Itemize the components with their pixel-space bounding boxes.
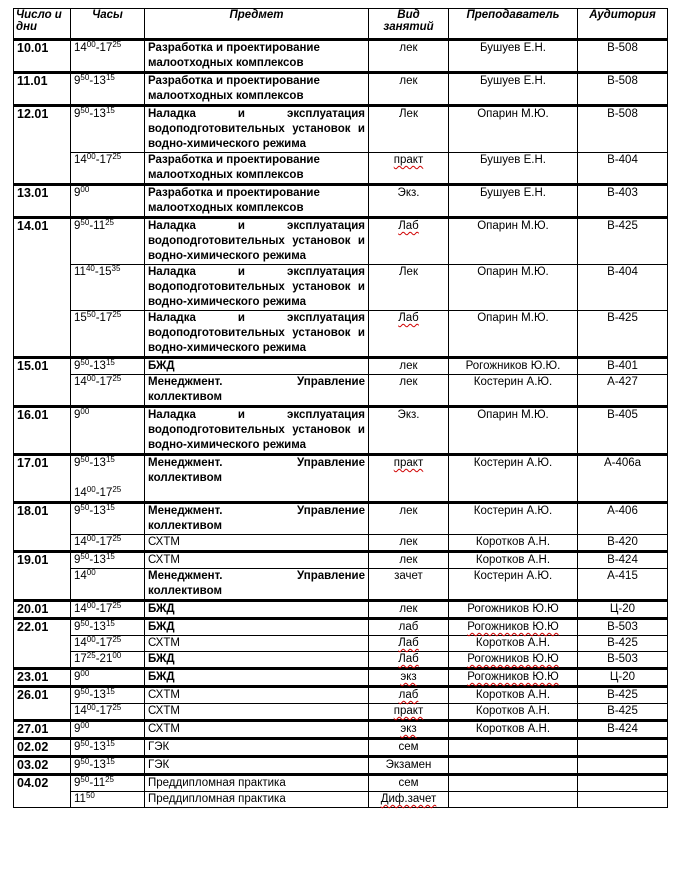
type-cell	[369, 636, 449, 652]
time-minutes: 25	[112, 152, 122, 161]
teacher-cell	[449, 311, 578, 358]
header-room: Аудитория	[578, 9, 668, 40]
table-row	[14, 358, 668, 375]
hours-cell: $9^{50}-13^{15}$	[71, 503, 145, 535]
header-teacher: Преподаватель	[449, 9, 578, 40]
type-cell	[369, 569, 449, 601]
room-cell: В-503	[578, 652, 668, 669]
time-minutes: 00	[86, 568, 96, 577]
schedule-body	[14, 40, 668, 808]
subject-cell: Разработка и проектирование малоотходных комплексов	[145, 185, 369, 218]
type-cell	[369, 552, 449, 569]
subject-cell: Наладка и эксплуатация водоподготовительных установок и водно-химического режима	[145, 218, 369, 265]
time-minutes: 15	[105, 503, 115, 512]
class-type: Экз.	[397, 409, 420, 421]
time-minutes: 25	[105, 218, 115, 227]
type-cell	[369, 73, 449, 106]
room-cell: В-508	[578, 40, 668, 73]
table-row	[14, 40, 668, 73]
time-minutes: 00	[80, 669, 90, 678]
room-cell: А-427	[578, 375, 668, 407]
time-minutes: 00	[86, 40, 96, 49]
teacher-name: Опарин М.Ю.	[477, 220, 549, 232]
table-row	[14, 311, 668, 358]
class-type: Лаб	[398, 653, 419, 665]
room-cell: В-425	[578, 218, 668, 265]
teacher-name: Коротков А.Н.	[475, 705, 551, 717]
table-row	[14, 721, 668, 739]
time-minutes: 00	[112, 651, 122, 660]
class-type: лаб	[398, 689, 419, 701]
teacher-cell	[449, 775, 578, 792]
time-minutes: 15	[105, 757, 115, 766]
time-minutes: 50	[80, 552, 90, 561]
date-cell: 16.01	[14, 407, 71, 455]
time-minutes: 15	[105, 552, 115, 561]
time-minutes: 25	[112, 310, 122, 319]
teacher-name: Бушуев Е.Н.	[480, 42, 546, 54]
table-row	[14, 503, 668, 535]
class-type: практ	[393, 705, 424, 717]
type-cell	[369, 106, 449, 153]
teacher-cell	[449, 535, 578, 552]
table-row	[14, 569, 668, 601]
time-minutes: 50	[86, 310, 96, 319]
time-minutes: 25	[112, 703, 122, 712]
hours-cell: $11^{40}-15^{35}$	[71, 265, 145, 311]
subject-cell: БЖД	[145, 669, 369, 687]
room-cell	[578, 792, 668, 808]
time-minutes: 50	[80, 218, 90, 227]
table-row	[14, 218, 668, 265]
teacher-cell	[449, 687, 578, 704]
table-row	[14, 552, 668, 569]
subject-cell: Разработка и проектирование малоотходных комплексов	[145, 153, 369, 185]
date-cell: 22.01	[14, 619, 71, 669]
subject-cell: ГЭК	[145, 757, 369, 775]
time-minutes: 40	[85, 264, 95, 273]
teacher-name: Коротков А.Н.	[475, 637, 551, 649]
teacher-cell	[449, 569, 578, 601]
class-type: лек	[399, 505, 418, 517]
date-cell: 04.02	[14, 775, 71, 808]
hours-cell: $9^{00}$	[71, 407, 145, 455]
time-minutes: 15	[105, 687, 115, 696]
time-minutes: 25	[112, 635, 122, 644]
teacher-name: Рогожников Ю.Ю	[467, 621, 559, 633]
hours-cell: $9^{00}$	[71, 669, 145, 687]
type-cell	[369, 153, 449, 185]
type-cell	[369, 792, 449, 808]
time-minutes: 35	[111, 264, 121, 273]
teacher-name: Опарин М.Ю.	[477, 312, 549, 324]
teacher-name: Коротков А.Н.	[475, 554, 551, 566]
table-row	[14, 265, 668, 311]
time-minutes: 25	[112, 374, 122, 383]
room-cell: В-425	[578, 311, 668, 358]
teacher-name: Опарин М.Ю.	[477, 266, 549, 278]
hours-cell: $17^{25}-21^{00}$	[71, 652, 145, 669]
table-row	[14, 757, 668, 775]
table-row	[14, 106, 668, 153]
class-type: лек	[399, 75, 418, 87]
type-cell	[369, 218, 449, 265]
teacher-cell	[449, 358, 578, 375]
teacher-cell	[449, 721, 578, 739]
teacher-cell	[449, 503, 578, 535]
time-minutes: 15	[105, 455, 115, 464]
hours-cell: $14^{00}-17^{25}$	[71, 375, 145, 407]
time-minutes: 00	[86, 374, 96, 383]
table-row	[14, 73, 668, 106]
date-cell: 13.01	[14, 185, 71, 218]
class-type: практ	[393, 154, 424, 166]
teacher-cell	[449, 455, 578, 503]
room-cell: В-424	[578, 721, 668, 739]
type-cell	[369, 407, 449, 455]
class-type: лек	[399, 536, 418, 548]
teacher-cell	[449, 652, 578, 669]
time-minutes: 50	[80, 757, 90, 766]
hours-cell: $9^{50}-13^{15}$	[71, 73, 145, 106]
table-row	[14, 455, 668, 503]
teacher-cell	[449, 106, 578, 153]
room-cell: А-415	[578, 569, 668, 601]
subject-cell: Наладка и эксплуатация водоподготовительных установок и водно-химического режима	[145, 407, 369, 455]
time-minutes: 00	[86, 485, 96, 494]
class-type: лек	[399, 360, 418, 372]
date-cell: 02.02	[14, 739, 71, 757]
date-cell: 15.01	[14, 358, 71, 407]
date-cell: 14.01	[14, 218, 71, 358]
time-minutes: 50	[80, 455, 90, 464]
teacher-name: Рогожников Ю.Ю.	[465, 360, 561, 372]
class-type: Лек	[399, 108, 418, 120]
hours-cell: $9^{50}-13^{15}$ $14^{00}-17^{25}$	[71, 455, 145, 503]
subject-cell: СХТМ	[145, 535, 369, 552]
room-cell: В-425	[578, 704, 668, 721]
table-row	[14, 792, 668, 808]
subject-cell: Менеджмент. Управление коллективом	[145, 455, 369, 503]
teacher-cell	[449, 218, 578, 265]
time-minutes: 25	[112, 40, 122, 49]
type-cell	[369, 721, 449, 739]
date-cell: 10.01	[14, 40, 71, 73]
teacher-cell	[449, 792, 578, 808]
header-subject: Предмет	[145, 9, 369, 40]
header-type: Вид занятий	[369, 9, 449, 40]
time-minutes: 25	[112, 485, 122, 494]
class-type: лек	[399, 42, 418, 54]
time-minutes: 00	[80, 185, 90, 194]
date-cell: 11.01	[14, 73, 71, 106]
time-minutes: 00	[80, 407, 90, 416]
date-cell: 20.01	[14, 601, 71, 619]
room-cell: Ц-20	[578, 669, 668, 687]
subject-cell: Разработка и проектирование малоотходных комплексов	[145, 40, 369, 73]
class-type: Лаб	[398, 312, 419, 324]
teacher-cell	[449, 739, 578, 757]
teacher-name: Бушуев Е.Н.	[480, 154, 546, 166]
time-minutes: 15	[105, 358, 115, 367]
teacher-name: Костерин А.Ю.	[473, 376, 553, 388]
subject-cell: Наладка и эксплуатация водоподготовительных установок и водно-химического режима	[145, 106, 369, 153]
teacher-cell	[449, 669, 578, 687]
type-cell	[369, 375, 449, 407]
subject-cell: СХТМ	[145, 552, 369, 569]
type-cell	[369, 757, 449, 775]
hours-cell: $9^{50}-13^{15}$	[71, 757, 145, 775]
date-cell: 19.01	[14, 552, 71, 601]
hours-cell: $14^{00}-17^{25}$	[71, 601, 145, 619]
teacher-cell	[449, 757, 578, 775]
time-minutes: 00	[86, 152, 96, 161]
time-minutes: 15	[105, 739, 115, 748]
teacher-cell	[449, 375, 578, 407]
type-cell	[369, 669, 449, 687]
room-cell	[578, 775, 668, 792]
room-cell: В-503	[578, 619, 668, 636]
teacher-name: Костерин А.Ю.	[473, 570, 553, 582]
teacher-cell	[449, 265, 578, 311]
class-type: лек	[399, 376, 418, 388]
room-cell: В-425	[578, 636, 668, 652]
class-type: лек	[399, 554, 418, 566]
hours-cell: $14^{00}-17^{25}$	[71, 535, 145, 552]
room-cell: В-508	[578, 73, 668, 106]
teacher-cell	[449, 407, 578, 455]
hours-cell: $14^{00}-17^{25}$	[71, 704, 145, 721]
type-cell	[369, 311, 449, 358]
time-minutes: 00	[86, 601, 96, 610]
room-cell: В-425	[578, 687, 668, 704]
time-minutes: 00	[86, 635, 96, 644]
type-cell	[369, 503, 449, 535]
subject-cell: Менеджмент. Управление коллективом	[145, 503, 369, 535]
header-row	[14, 9, 668, 40]
time-minutes: 15	[105, 619, 115, 628]
class-type: лек	[399, 603, 418, 615]
subject-cell: СХТМ	[145, 704, 369, 721]
table-row	[14, 739, 668, 757]
date-cell: 03.02	[14, 757, 71, 775]
time-minutes: 00	[86, 703, 96, 712]
date-cell: 12.01	[14, 106, 71, 185]
time-minutes: 50	[80, 687, 90, 696]
teacher-cell	[449, 704, 578, 721]
table-row	[14, 153, 668, 185]
room-cell: В-403	[578, 185, 668, 218]
hours-cell: $9^{50}-13^{15}$	[71, 358, 145, 375]
subject-cell: Преддипломная практика	[145, 775, 369, 792]
table-row	[14, 375, 668, 407]
room-cell	[578, 757, 668, 775]
time-minutes: 00	[86, 534, 96, 543]
hours-cell: $9^{00}$	[71, 721, 145, 739]
time-minutes: 50	[80, 73, 90, 82]
room-cell: В-405	[578, 407, 668, 455]
hours-cell: $9^{50}-11^{25}$	[71, 775, 145, 792]
hours-cell: $9^{50}-13^{15}$	[71, 106, 145, 153]
hours-cell: $9^{50}-11^{25}$	[71, 218, 145, 265]
table-row	[14, 601, 668, 619]
teacher-cell	[449, 552, 578, 569]
teacher-name: Костерин А.Ю.	[473, 457, 553, 469]
teacher-cell	[449, 40, 578, 73]
date-cell: 27.01	[14, 721, 71, 739]
class-type: Диф.зачет	[380, 793, 437, 805]
teacher-name: Бушуев Е.Н.	[480, 187, 546, 199]
table-row	[14, 652, 668, 669]
time-minutes: 15	[105, 106, 115, 115]
hours-cell: $14^{00}$	[71, 569, 145, 601]
subject-cell: БЖД	[145, 619, 369, 636]
type-cell	[369, 619, 449, 636]
date-cell: 23.01	[14, 669, 71, 687]
subject-cell: СХТМ	[145, 687, 369, 704]
type-cell	[369, 687, 449, 704]
hours-cell: $9^{50}-13^{15}$	[71, 687, 145, 704]
hours-cell: $15^{50}-17^{25}$	[71, 311, 145, 358]
subject-cell: Наладка и эксплуатация водоподготовительных установок и водно-химического режима	[145, 311, 369, 358]
class-type: экз	[400, 723, 417, 735]
teacher-name: Костерин А.Ю.	[473, 505, 553, 517]
class-type: Экзамен	[385, 759, 432, 771]
class-type: сем	[398, 777, 419, 789]
time-minutes: 50	[80, 503, 90, 512]
type-cell	[369, 535, 449, 552]
type-cell	[369, 455, 449, 503]
schedule-table	[13, 8, 668, 808]
type-cell	[369, 265, 449, 311]
class-type: зачет	[394, 570, 423, 582]
table-row	[14, 619, 668, 636]
type-cell	[369, 358, 449, 375]
teacher-name: Коротков А.Н.	[475, 723, 551, 735]
time-minutes: 50	[85, 791, 95, 800]
hours-cell: $9^{50}-13^{15}$	[71, 619, 145, 636]
hours-cell: $14^{00}-17^{25}$	[71, 40, 145, 73]
subject-cell: БЖД	[145, 652, 369, 669]
teacher-name: Рогожников Ю.Ю	[467, 671, 559, 683]
subject-cell: ГЭК	[145, 739, 369, 757]
class-type: Лек	[399, 266, 418, 278]
hours-cell: $9^{50}-13^{15}$	[71, 739, 145, 757]
room-cell: В-420	[578, 535, 668, 552]
time-minutes: 25	[112, 534, 122, 543]
time-minutes: 50	[80, 619, 90, 628]
class-type: практ	[393, 457, 424, 469]
type-cell	[369, 775, 449, 792]
header-hours: Часы	[71, 9, 145, 40]
time-minutes: 25	[86, 651, 96, 660]
class-type: Лаб	[398, 637, 419, 649]
teacher-cell	[449, 636, 578, 652]
room-cell: А-406	[578, 503, 668, 535]
room-cell: В-424	[578, 552, 668, 569]
date-cell: 17.01	[14, 455, 71, 503]
subject-cell: Менеджмент. Управление коллективом	[145, 375, 369, 407]
subject-cell: БЖД	[145, 601, 369, 619]
time-minutes: 25	[112, 601, 122, 610]
room-cell: В-404	[578, 153, 668, 185]
type-cell	[369, 185, 449, 218]
class-type: сем	[398, 741, 419, 753]
date-cell: 18.01	[14, 503, 71, 552]
class-type: экз	[400, 671, 417, 683]
teacher-cell	[449, 619, 578, 636]
table-row	[14, 669, 668, 687]
teacher-name: Опарин М.Ю.	[477, 108, 549, 120]
time-minutes: 25	[105, 775, 115, 784]
subject-cell: СХТМ	[145, 721, 369, 739]
table-row	[14, 535, 668, 552]
hours-cell: $14^{00}-17^{25}$	[71, 153, 145, 185]
subject-cell: Наладка и эксплуатация водоподготовительных установок и водно-химического режима	[145, 265, 369, 311]
teacher-name: Бушуев Е.Н.	[480, 75, 546, 87]
teacher-cell	[449, 601, 578, 619]
header-date: Число и дни	[14, 9, 71, 40]
type-cell	[369, 40, 449, 73]
room-cell: Ц-20	[578, 601, 668, 619]
table-row	[14, 407, 668, 455]
teacher-cell	[449, 153, 578, 185]
teacher-name: Рогожников Ю.Ю	[467, 603, 559, 615]
hours-cell: $9^{50}-13^{15}$	[71, 552, 145, 569]
table-row	[14, 185, 668, 218]
room-cell: В-404	[578, 265, 668, 311]
table-row	[14, 775, 668, 792]
hours-cell: $14^{00}-17^{25}$	[71, 636, 145, 652]
type-cell	[369, 739, 449, 757]
teacher-name: Коротков А.Н.	[475, 536, 551, 548]
table-row	[14, 704, 668, 721]
hours-cell: $9^{00}$	[71, 185, 145, 218]
hours-cell: $11^{50}$	[71, 792, 145, 808]
date-cell: 26.01	[14, 687, 71, 721]
subject-cell: СХТМ	[145, 636, 369, 652]
room-cell	[578, 739, 668, 757]
time-minutes: 00	[80, 721, 90, 730]
subject-cell: Менеджмент. Управление коллективом	[145, 569, 369, 601]
teacher-name: Коротков А.Н.	[475, 689, 551, 701]
teacher-name: Рогожников Ю.Ю	[467, 653, 559, 665]
room-cell: В-401	[578, 358, 668, 375]
time-minutes: 50	[80, 106, 90, 115]
class-type: лаб	[398, 621, 419, 633]
subject-cell: Преддипломная практика	[145, 792, 369, 808]
type-cell	[369, 704, 449, 721]
subject-cell: Разработка и проектирование малоотходных комплексов	[145, 73, 369, 106]
time-minutes: 50	[80, 358, 90, 367]
teacher-cell	[449, 185, 578, 218]
time-minutes: 50	[80, 775, 90, 784]
class-type: Лаб	[398, 220, 419, 232]
type-cell	[369, 652, 449, 669]
time-minutes: 50	[80, 739, 90, 748]
class-type: Экз.	[397, 187, 420, 199]
room-cell: А-406а	[578, 455, 668, 503]
room-cell: В-508	[578, 106, 668, 153]
teacher-name: Опарин М.Ю.	[477, 409, 549, 421]
teacher-cell	[449, 73, 578, 106]
type-cell	[369, 601, 449, 619]
subject-cell: БЖД	[145, 358, 369, 375]
table-row	[14, 636, 668, 652]
time-minutes: 15	[105, 73, 115, 82]
table-row	[14, 687, 668, 704]
